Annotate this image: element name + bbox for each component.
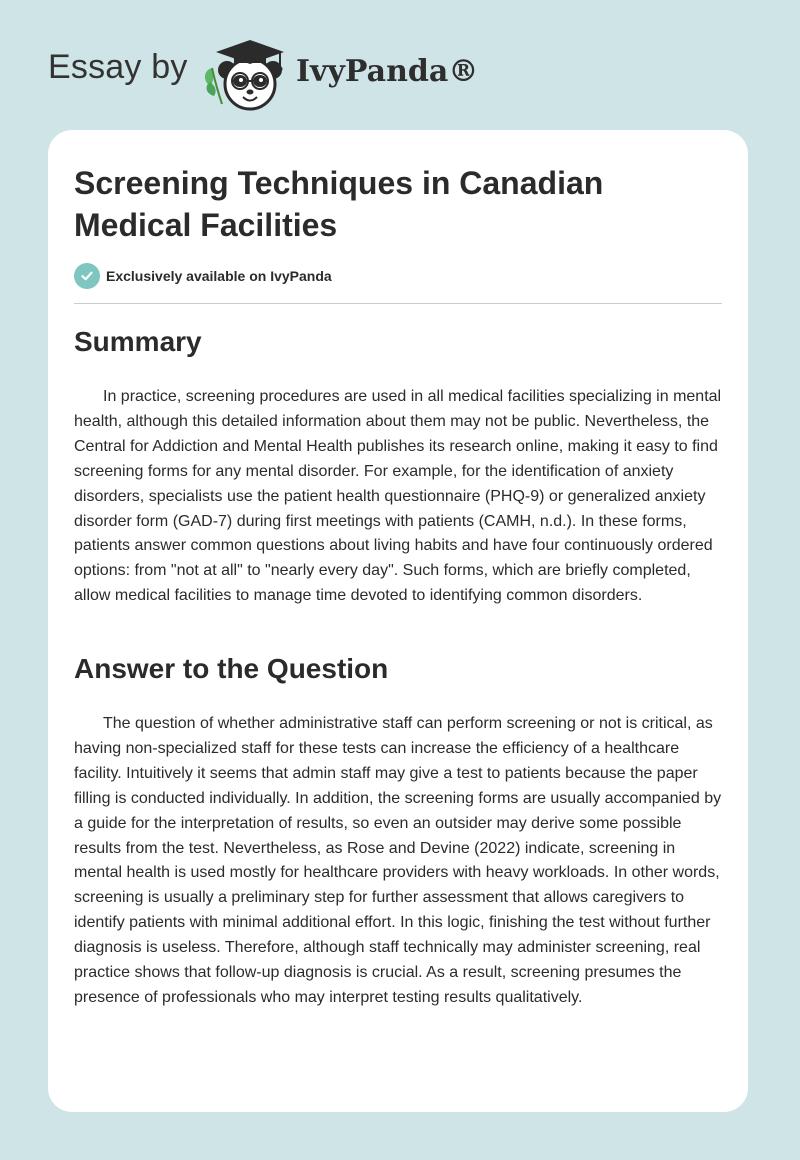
section-body-summary: In practice, screening procedures are used in all medical facilities specializing in mental health, although this detailed information about them may not be public. Nevertheless, the Central for Addiction and Mental Health publishes its research online, making it easy to find screening forms for any mental disorder. For example, for the identification of anxiety disorders, specialists use the patient health questionnaire (PHQ-9) or generalized anxiety disorder form (GAD-7) during first meetings with patients (CAMH, n.d.). In these forms, patients answer common questions about living habits and have four continuously ordered options: from "not at all" to "nearly every day". Such forms, which are briefly completed, allow medical facilities to manage time devoted to identifying common disorders.	[74, 388, 722, 605]
brand-prefix: Essay by	[48, 48, 188, 86]
brand-name: IvyPanda®	[296, 54, 479, 89]
section-body-answer: The question of whether administrative staff can perform screening or not is critical, as having non-specialized staff for these tests can increase the efficiency of a healthcare facility. Intuitively it seems that admin staff may give a test to patients because the paper filling is conducted individually. In addition, the screening forms are usually accompanied by a guide for the interpretation of results, so even an outsider may derive some possible results from the test. Nevertheless, as Rose and Devine (2022) indicate, screening in mental health is used mostly for healthcare providers with heavy workloads. In other words, screening is usually a preliminary step for further assessment that allows caregivers to identify patients with minimal additional effort. In this logic, finishing the test without further diagnosis is useless. Therefore, although staff technically may administer screening, real practice shows that follow-up diagnosis is crucial. As a result, screening presumes the presence of professionals who may interpret testing results qualitatively.	[74, 715, 722, 1006]
section-heading-answer: Answer to the Question	[74, 653, 389, 684]
section-heading-summary: Summary	[74, 326, 202, 357]
divider	[74, 303, 722, 304]
article-card	[48, 130, 748, 1112]
article-title: Screening Techniques in Canadian Medical Facilities	[74, 165, 604, 243]
panda-logo-icon	[200, 34, 292, 112]
exclusive-badge	[74, 263, 332, 289]
badge-label: Exclusively available on IvyPanda	[106, 268, 332, 284]
site-brand[interactable]	[48, 34, 508, 114]
check-icon	[74, 263, 100, 289]
